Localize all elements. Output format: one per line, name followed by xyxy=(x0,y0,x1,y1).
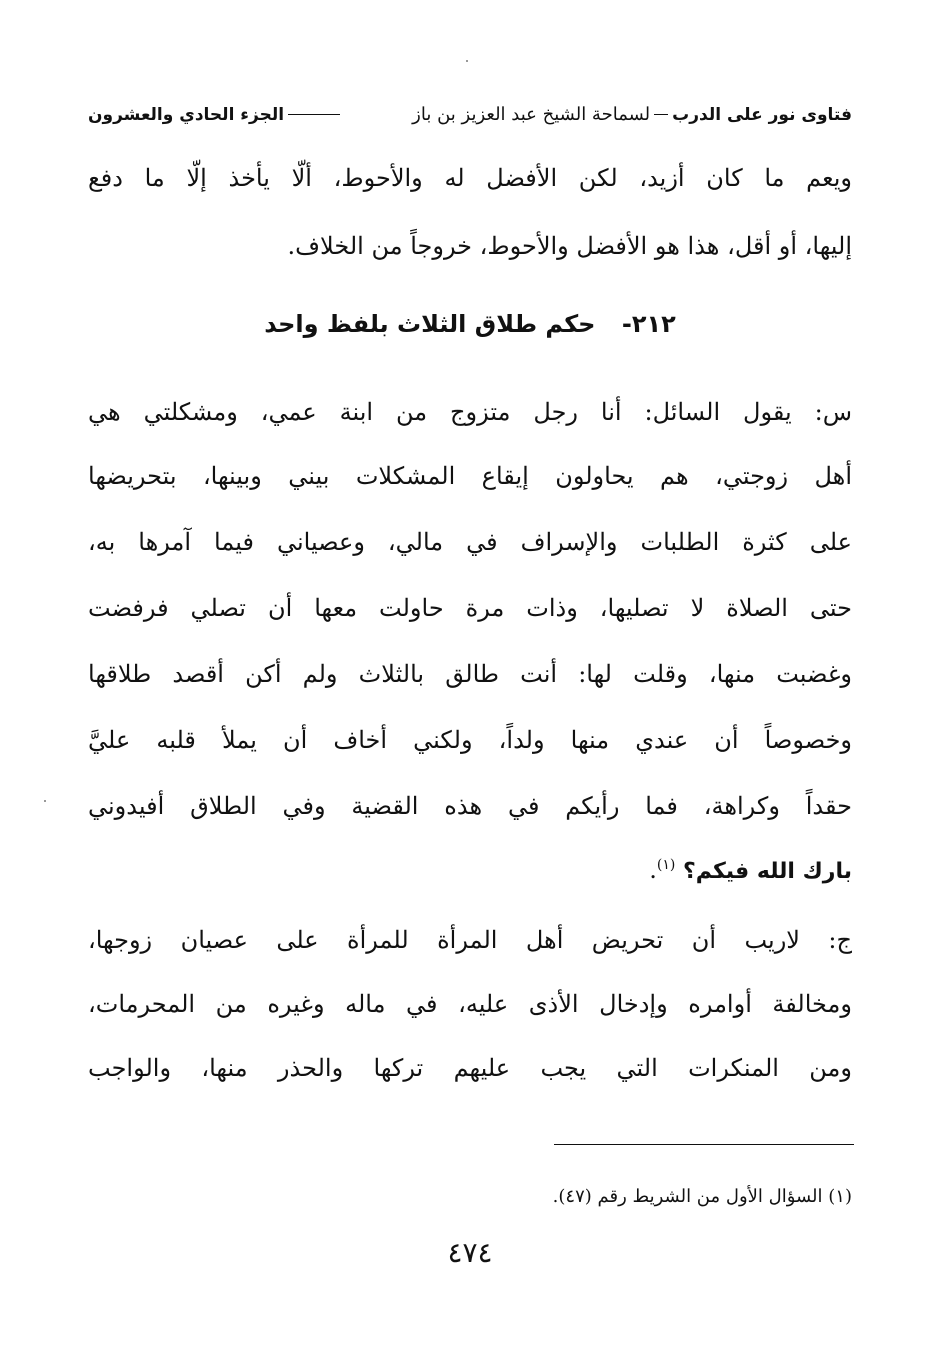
footnote-reference: (١) xyxy=(656,857,676,873)
text-line: وخصوصاً أن عندي منها ولداً، ولكني أخاف أن يملأ قلبه عليَّ xyxy=(88,726,852,754)
text-line: ومخالفة أوامره وإدخال الأذى عليه، في ماله وغيره من المحرمات، xyxy=(88,990,852,1018)
header-rule xyxy=(288,114,340,115)
text-line: حتى الصلاة لا تصليها، وذات مرة حاولت معها أن تصلي فرفضت xyxy=(88,594,852,622)
scan-speck xyxy=(44,800,46,802)
text-line: ويعم ما كان أزيد، لكن الأفضل له والأحوط، ألّا يأخذ إلّا ما دفع xyxy=(88,164,852,192)
footnote: (١) السؤال الأول من الشريط رقم (٤٧). xyxy=(552,1186,852,1207)
question-period: . xyxy=(649,856,657,884)
text-line: ج: لاريب أن تحريض أهل المرأة للمرأة على عصيان زوجها، xyxy=(88,926,852,954)
fatwa-heading xyxy=(88,310,852,338)
header-volume: الجزء الحادي والعشرون xyxy=(88,105,285,125)
text-line: حقداً وكراهة، فما رأيكم في هذه القضية وفي الطلاق أفيدوني xyxy=(88,792,852,820)
text-line: س: يقول السائل: أنا رجل متزوج من ابنة عمي، ومشكلتي هي xyxy=(88,398,852,426)
fatwa-number: ٢١٢- xyxy=(621,310,676,338)
header-dash xyxy=(654,114,668,115)
question-last-line xyxy=(88,856,852,884)
text-line: وغضبت منها، وقلت لها: أنت طالق بالثلاث ولم أكن أقصد طلاقها xyxy=(88,660,852,688)
page-number: ٤٧٤ xyxy=(447,1236,493,1269)
header-author: لسماحة الشيخ عبد العزيز بن باز xyxy=(412,104,651,125)
header-series-title: فتاوى نور على الدرب xyxy=(672,105,852,125)
running-header xyxy=(88,103,852,137)
text-line: أهل زوجتي، هم يحاولون إيقاع المشكلات بيني وبينها، بتحريضها xyxy=(88,462,852,490)
scan-speck xyxy=(466,60,468,62)
question-closing: بارك الله فيكم؟ xyxy=(683,859,852,884)
text-line: إليها، أو أقل، هذا هو الأفضل والأحوط، خروجاً من الخلاف. xyxy=(287,232,852,260)
footnote-separator xyxy=(554,1144,854,1145)
fatwa-title: حكم طلاق الثلاث بلفظ واحد xyxy=(264,310,596,338)
text-line: على كثرة الطلبات والإسراف في مالي، وعصياني فيما آمرها به، xyxy=(88,528,852,556)
text-line: ومن المنكرات التي يجب عليهم تركها والحذر منها، والواجب xyxy=(88,1054,852,1082)
